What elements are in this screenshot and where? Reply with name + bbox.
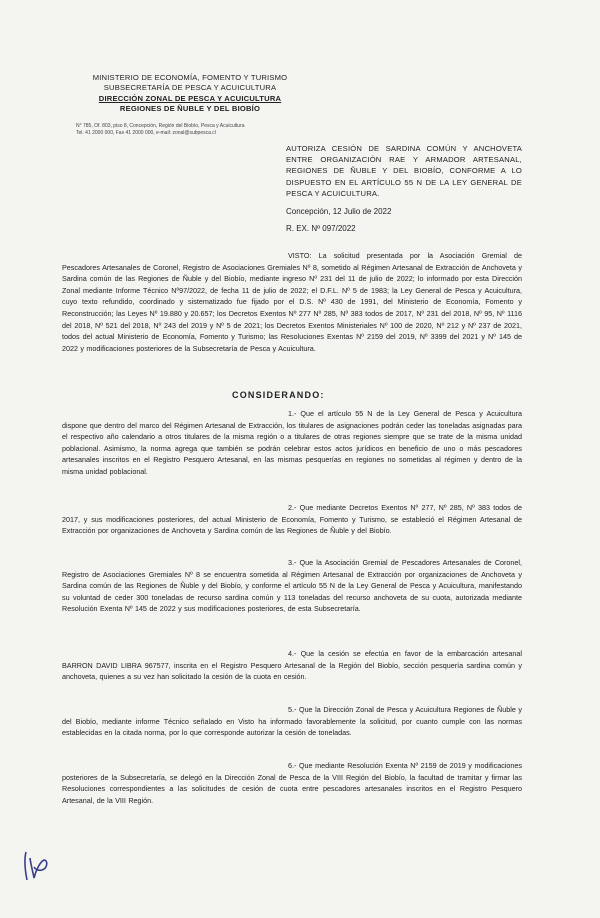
regiones-name: REGIONES DE ÑUBLE Y DEL BIOBÍO bbox=[119, 104, 261, 114]
ministry-name: MINISTERIO DE ECONOMÍA, FOMENTO Y TURISMO bbox=[92, 73, 288, 82]
resolution-subject: AUTORIZA CESIÓN DE SARDINA COMÚN Y ANCHOVETA ENTRE ORGANIZACIÓN RAE Y ARMADOR ARTESANAL, REGIONES DE ÑUBLE Y DEL BIOBÍO, CONFORME A LO DISPUESTO EN EL ARTÍCULO 55 N DE LA LEY GENERAL DE PESCA Y ACUICULTURA. bbox=[286, 144, 522, 198]
considerando-paragraph-4: 4.- Que la cesión se efectúa en favor de la embarcación artesanal BARRON DAVID LIBRA 967577, inscrita en el Registro Pesquero Artesanal de la Región del Biobío, sección pesquería sardina común y anchoveta, quienes a su vez han solicitado la cesión de la cuota en cesión. bbox=[62, 649, 522, 682]
considerando-paragraph-5: 5.- Que la Dirección Zonal de Pesca y Acuicultura Regiones de Ñuble y del Biobío, mediante informe Técnico señalado en Visto ha informado favorablemente la solicitud, por cuanto cumple con las normas establecidas en la citada norma, por lo que corresponde autorizar la cesión de toneladas. bbox=[62, 705, 522, 738]
considerando-paragraph-1: 1.- Que el artículo 55 N de la Ley General de Pesca y Acuicultura dispone que dentro del marco del Régimen Artesanal de Extracción, los titulares de asignaciones podrán ceder las toneladas asignadas para el respectivo año calendario a otros titulares de la misma región o a titulares de otras regiones siempre que se trate de la misma unidad poblacional. Asimismo, la norma agrega que también se podrán celebrar estos actos jurídicos en beneficio de uno o más pescadores artesanales inscritos en el Registro Pesquero Artesanal, en las mismas pesquerías en regiones no sometidas al régimen y dentro de la misma unidad poblacional. bbox=[62, 409, 522, 476]
direccion-zonal-name: DIRECCIÓN ZONAL DE PESCA Y ACUICULTURA bbox=[98, 93, 282, 103]
considerando-heading: CONSIDERANDO: bbox=[232, 390, 325, 400]
address-line-2: Tel. 41 2000 000, Fax 41 2000 000, e-mail: zonal@subpesca.cl bbox=[76, 130, 216, 136]
place-and-date: Concepción, 12 Julio de 2022 bbox=[286, 207, 392, 216]
considerando-paragraph-3: 3.- Que la Asociación Gremial de Pescadores Artesanales de Coronel, Registro de Asociaciones Gremiales Nº 8 se encuentra sometida al Régimen Artesanal de Extracción por organizaciones de Anchoveta y Sardina común de las Regiones de Ñuble y del Biobío, y conforme el artículo 55 N de la Ley General de Pesca y Acuicultura, manifestando su voluntad de ceder 300 toneladas de recurso sardina común y 113 toneladas del recurso anchoveta de su cuota, autorizada mediante Resolución Exenta Nº 145 de 2022 y sus modificaciones posteriores, de esta Subsecretaría. bbox=[62, 558, 522, 614]
visto-paragraph: VISTO: La solicitud presentada por la Asociación Gremial de Pescadores Artesanales de Coronel, Registro de Asociaciones Gremiales Nº 8, sometido al Régimen Artesanal de Extracción de Anchoveta y Sardina común de las Regiones de Ñuble y del Biobío, mediante ingreso Nº 231 del 11 de julio de 2022; lo informado por esta Dirección Zonal mediante Informe Técnico Nº97/2022, de fecha 11 de julio de 2022; el D.F.L. Nº 5 de 1983; la Ley General de Pesca y Acuicultura, cuyo texto refundido, coordinado y sistematizado fue fijado por el D.S. Nº 430 de 1991, del Ministerio de Economía, Fomento y Reconstrucción; las Leyes Nº 19.880 y 20.657; los Decretos Exentos Nº 277 Nº 285, Nº 383 todos de 2017, Nº 231 del 2018, Nº 95, Nº 1116 del 2018, Nº 521 del 2018, Nº 243 del 2019 y Nº 5 de 2021; los Decretos Exentos Ministeriales Nº 100 de 2020, Nº 212 y Nº 237 de 2021, todos del actual Ministerio de Economía, Fomento y Turismo; las Resoluciones Exentas Nº 2159 del 2019, Nº 3399 del 2021 y Nº 145 de 2022 y modificaciones posteriores de la Subsecretaría de Pesca y Acuicultura. bbox=[62, 251, 522, 353]
resolution-number: R. EX. Nº 097/2022 bbox=[286, 224, 356, 233]
subsecretaria-name: SUBSECRETARÍA DE PESCA Y ACUICULTURA bbox=[103, 83, 277, 93]
letterhead bbox=[70, 73, 310, 115]
considerando-paragraph-2: 2.- Que mediante Decretos Exentos Nº 277, Nº 285, Nº 383 todos de 2017, y sus modificaciones posteriores, del actual Ministerio de Economía, Fomento y Turismo, se estableció el Régimen Artesanal de Extracción por organizaciones de Anchoveta y Sardina común de las Regiones de Ñuble y del Biobío. bbox=[62, 503, 522, 536]
considerando-paragraph-6: 6.- Que mediante Resolución Exenta Nº 2159 de 2019 y modificaciones posteriores de la Subsecretaría, se delegó en la Dirección Zonal de Pesca de la VIII Región del Biobío, la facultad de tramitar y firmar las Resoluciones correspondientes a las solicitudes de cesión de cuota entre pescadores artesanales inscritos en el Registro Pesquero Artesanal, de la VIII Región. bbox=[62, 761, 522, 805]
address-line-1: N° 785, Of. 803, piso 8, Concepción, Región del Biobío, Pesca y Acuicultura bbox=[76, 123, 245, 129]
letterhead-address bbox=[76, 123, 336, 137]
handwritten-signature-mark bbox=[20, 848, 52, 884]
